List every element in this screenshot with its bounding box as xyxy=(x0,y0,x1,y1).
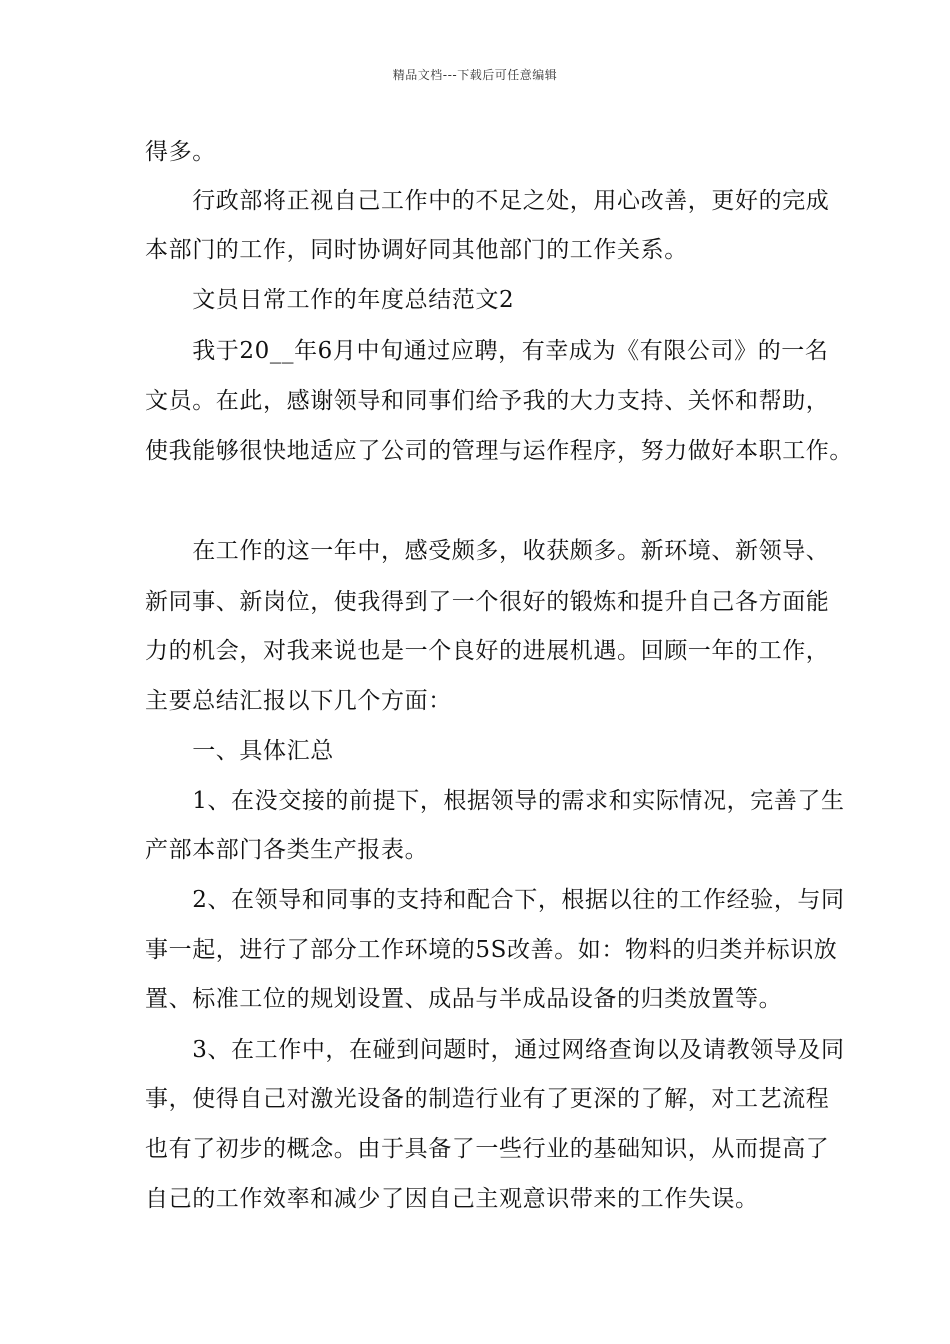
text-line: 我于20__年6月中旬通过应聘，有幸成为《有限公司》的一名 xyxy=(145,338,829,364)
text-line: 力的机会，对我来说也是一个良好的进展机遇。回顾一年的工作， xyxy=(145,638,830,664)
text-line: 事一起，进行了部分工作环境的5S改善。如：物料的归类并标识放 xyxy=(145,937,838,963)
text-line: 本部门的工作，同时协调好同其他部门的工作关系。 xyxy=(145,237,688,263)
text-line: 1、在没交接的前提下，根据领导的需求和实际情况，完善了生 xyxy=(145,788,845,814)
page-header: 精品文档---下载后可任意编辑 xyxy=(392,68,558,82)
text-line: 使我能够很快地适应了公司的管理与运作程序，努力做好本职工作。 xyxy=(145,438,853,464)
text-line: 也有了初步的概念。由于具备了一些行业的基础知识，从而提高了 xyxy=(145,1136,830,1162)
text-line: 产部本部门各类生产报表。 xyxy=(145,837,429,863)
text-line: 文员。在此，感谢领导和同事们给予我的大力支持、关怀和帮助， xyxy=(145,388,830,414)
text-line: 事，使得自己对激光设备的制造行业有了更深的了解，对工艺流程 xyxy=(145,1086,830,1112)
text-line: 置、标准工位的规划设置、成品与半成品设备的归类放置等。 xyxy=(145,986,783,1012)
text-line: 2、在领导和同事的支持和配合下，根据以往的工作经验，与同 xyxy=(145,887,845,913)
text-line: 自己的工作效率和减少了因自己主观意识带来的工作失误。 xyxy=(145,1186,759,1212)
text-line: 在工作的这一年中，感受颇多，收获颇多。新环境、新领导、 xyxy=(145,538,830,564)
text-line: 新同事、新岗位，使我得到了一个很好的锻炼和提升自己各方面能 xyxy=(145,589,830,615)
section-title: 文员日常工作的年度总结范文2 xyxy=(145,287,515,313)
text-line: 得多。 xyxy=(145,139,216,165)
section-heading: 一、具体汇总 xyxy=(145,738,334,764)
text-line: 3、在工作中，在碰到问题时，通过网络查询以及请教领导及同 xyxy=(145,1037,845,1063)
text-line: 行政部将正视自己工作中的不足之处，用心改善，更好的完成 xyxy=(145,188,830,214)
text-line: 主要总结汇报以下几个方面： xyxy=(145,688,452,714)
